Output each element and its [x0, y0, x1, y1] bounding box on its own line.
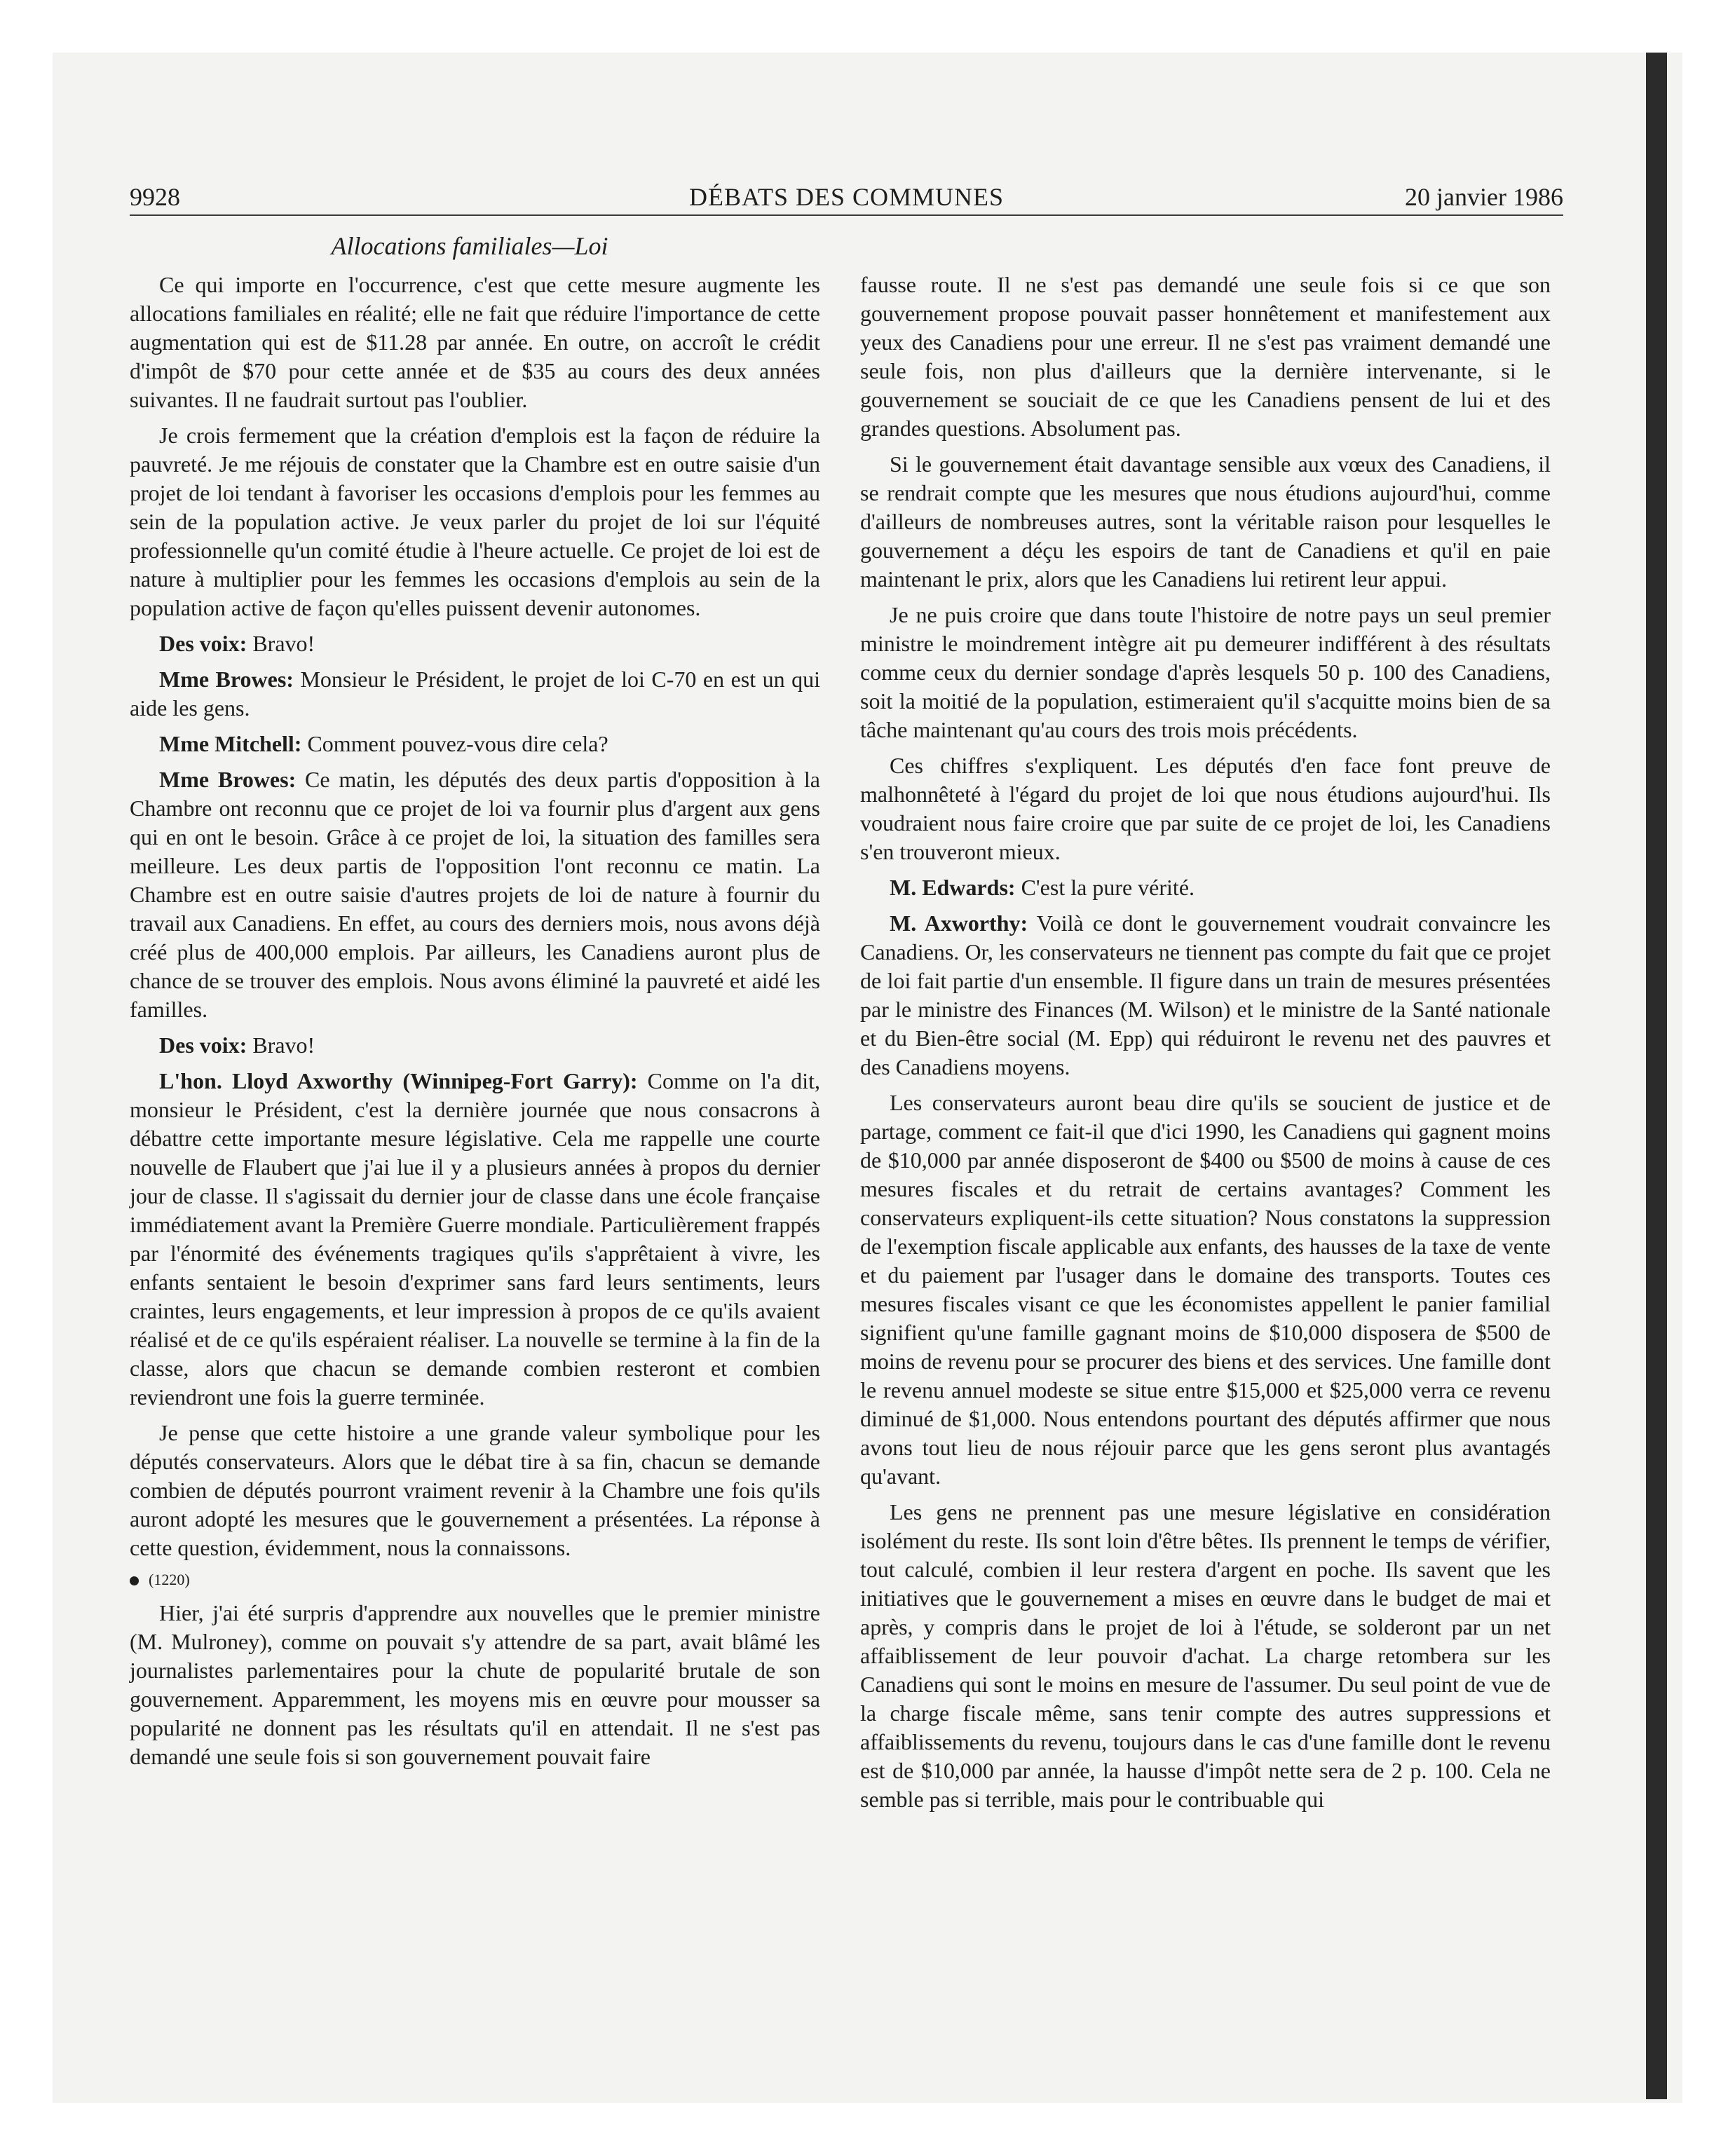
- paragraph: Hier, j'ai été surpris d'apprendre aux nouvelles que le premier ministre (M. Mulroney), comme on pouvait s'y attendre de sa part, avait blâmé les journalistes parlementaires pour la chute de popularité brutale de son gouvernement. Apparemment, les moyens mis en œuvre pour mousser sa popularité ne donnent pas les résultats qu'il en attendait. Il ne s'est pas demandé une seule fois si son gouvernement pouvait faire: [130, 1600, 820, 1769]
- speech: [130, 1067, 820, 1412]
- section-title: Allocations familiales—Loi: [331, 232, 608, 260]
- speech-text: C'est la pure vérité.: [1015, 875, 1195, 900]
- left-column: [130, 271, 820, 1778]
- speech-text: Bravo!: [247, 631, 315, 656]
- speech-text: Comme on l'a dit, monsieur le Président, c'est la dernière journée que nous consacrons à débattre cette importante mesure législative. Cela me rappelle une courte nouvelle de Flaubert que j'ai lue il y a plusieurs années à propos du dernier jour de classe. Il s'agissait du dernier jour de classe dans une école française immédiatement avant la Première Guerre mondiale. Particulièrement frappés par l'énormité des événements tragiques qu'ils s'apprêtaient à vivre, les enfants sentaient le besoin d'exprimer sans fard leurs sentiments, leurs craintes, leurs engagements, et leur impression à propos de ce qu'ils avaient réalisé et de ce qu'ils espéraient réaliser. La nouvelle se termine à la fin de la classe, alors que chacun se demande combien resteront et combien reviendront une fois la guerre terminée.: [130, 1068, 820, 1410]
- time-marker-text: (1220): [149, 1571, 190, 1588]
- speech-text: Comment pouvez-vous dire cela?: [301, 731, 608, 756]
- paragraph: fausse route. Il ne s'est pas demandé une seule fois si ce que son gouvernement propose pouvait passer honnêtement et manifestement aux yeux des Canadiens pour une erreur. Il ne s'est pas vraiment demandé une seule fois, non plus d'ailleurs que la dernière intervenante, si le gouvernement se souciait de ce que les Canadiens pensent de lui et des grandes questions. Absolument pas.: [860, 272, 1551, 441]
- speech: [130, 665, 820, 723]
- paragraph: Ce qui importe en l'occurrence, c'est que cette mesure augmente les allocations familiales en réalité; elle ne fait que réduire l'importance de cette augmentation qui est de $11.28 par année. En outre, on accroît le crédit d'impôt de $70 pour cette année et de $35 au cours des deux années suivantes. Il ne faudrait surtout pas l'oublier.: [130, 272, 820, 412]
- speaker-name: M. Axworthy:: [890, 910, 1028, 936]
- page-header: [130, 179, 1563, 216]
- speech: [860, 873, 1551, 902]
- time-marker: [130, 1569, 820, 1590]
- speaker-name: Des voix:: [159, 631, 247, 656]
- speaker-name: L'hon. Lloyd Axworthy (Winnipeg-Fort Garry):: [159, 1068, 638, 1093]
- speaker-name: Mme Mitchell:: [159, 731, 302, 756]
- publication-title: DÉBATS DES COMMUNES: [688, 183, 1005, 211]
- speech-text: Voilà ce dont le gouvernement voudrait convaincre les Canadiens. Or, les conservateurs ne tiennent pas compte du fait que ce projet de loi fait partie d'un ensemble. Il figure dans un train de mesures présentées par le ministre des Finances (M. Wilson) et le ministre de la Santé nationale et du Bien-être social (M. Epp) qui réduiront le revenu net des pauvres et des Canadiens moyens.: [860, 910, 1551, 1079]
- speech-text: Bravo!: [247, 1032, 315, 1058]
- speech-text: Monsieur le Président, le projet de loi C-70 en est un qui aide les gens.: [130, 667, 821, 721]
- speech-text: Ce matin, les députés des deux partis d'opposition à la Chambre ont reconnu que ce projet de loi va fournir plus d'argent aux gens qui en ont le besoin. Grâce à ce projet de loi, la situation des familles sera meilleure. Les deux partis de l'opposition l'ont reconnu ce matin. La Chambre est en outre saisie d'autres projets de loi de nature à fournir du travail aux Canadiens. En effet, au cours des derniers mois, nous avons déjà créé plus de 400,000 emplois. Par ailleurs, les Canadiens auront plus de chance de se trouver des emplois. Nous avons éliminé la pauvreté et aidé les familles.: [130, 767, 821, 1022]
- paragraph: Les conservateurs auront beau dire qu'ils se soucient de justice et de partage, comment ce fait-il que d'ici 1990, les Canadiens qui gagnent moins de $10,000 par année disposeront de $400 ou $500 de moins à cause de ces mesures fiscales et du retrait de certains avantages? Comment les conservateurs expliquent-ils cette situation? Nous constatons la suppression de l'exemption fiscale applicable aux enfants, des hausses de la taxe de vente et du paiement par l'usager dans le domaine des transports. Toutes ces mesures fiscales visant ce que les économistes appellent le panier familial signifient qu'une famille gagnant moins de $10,000 disposera de $500 de moins de revenu pour se procurer des biens et des services. Une famille dont le revenu annuel modeste se situe entre $15,000 et $25,000 verra ce revenu diminué de $1,000. Nous entendons pourtant des députés affirmer que nous avons tout lieu de nous réjouir parce que les gens seront plus avantagés qu'avant.: [860, 1090, 1551, 1489]
- paragraph: Si le gouvernement était davantage sensible aux vœux des Canadiens, il se rendrait compte que les mesures que nous étudions aujourd'hui, comme d'ailleurs de nombreuses autres, sont la véritable raison pour lesquelles le gouvernement a déçu les espoirs de tant de Canadiens et qu'il en paie maintenant le prix, alors que les Canadiens lui retirent leur appui.: [860, 451, 1551, 592]
- speech: [860, 909, 1551, 1082]
- paragraph: Je crois fermement que la création d'emplois est la façon de réduire la pauvreté. Je me réjouis de constater que la Chambre est en outre saisie d'un projet de loi tendant à favoriser les occasions d'emplois pour les femmes au sein de la population active. Je veux parler du projet de loi sur l'équité professionnelle qu'un comité étudie à l'heure actuelle. Ce projet de loi est de nature à multiplier pour les femmes les occasions d'emplois au sein de la population active de façon qu'elles puissent devenir autonomes.: [130, 423, 820, 620]
- page-number: 9928: [130, 183, 180, 211]
- speaker-name: Mme Browes:: [159, 667, 294, 692]
- scan-edge-bar: [1646, 53, 1667, 2099]
- speech: [130, 765, 820, 1024]
- right-column: [860, 271, 1551, 1821]
- speaker-name: M. Edwards:: [890, 875, 1016, 900]
- bullet-icon: [130, 1576, 139, 1585]
- paragraph: Je ne puis croire que dans toute l'histoire de notre pays un seul premier ministre le moindrement intègre ait pu demeurer indifférent à des résultats comme ceux du dernier sondage d'après lesquels 50 p. 100 des Canadiens, soit la moitié de la population, estimeraient qu'il s'acquitte moins bien de sa tâche maintenant qu'au cours des trois mois précédents.: [860, 602, 1551, 742]
- speech: [130, 730, 820, 758]
- speech: [130, 629, 820, 658]
- speaker-name: Des voix:: [159, 1032, 247, 1058]
- page-date: 20 janvier 1986: [1405, 183, 1563, 211]
- paragraph: Les gens ne prennent pas une mesure législative en considération isolément du reste. Ils sont loin d'être bêtes. Ils prennent le temps de vérifier, tout calculé, combien il leur restera d'argent en poche. Ils savent que les initiatives que le gouvernement a mises en œuvre dans le budget de mai et après, y compris dans le projet de loi à l'étude, se solderont par un net affaiblissement de leur pouvoir d'achat. La charge retombera sur les Canadiens qui sont le moins en mesure de l'assumer. Du seul point de vue de la charge fiscale même, sans tenir compte des autres suppressions et affaiblissements du revenu, toujours dans le cas d'une famille dont le revenu est de $10,000 par année, la hausse d'impôt nette sera de 2 p. 100. Cela ne semble pas si terrible, mais pour le contribuable qui: [860, 1499, 1551, 1812]
- speaker-name: Mme Browes:: [159, 767, 297, 792]
- paragraph: Je pense que cette histoire a une grande valeur symbolique pour les députés conservateurs. Alors que le débat tire à sa fin, chacun se demande combien de députés pourront vraiment revenir à la Chambre une fois qu'ils auront adopté les mesures que le gouvernement a présentées. La réponse à cette question, évidemment, nous la connaissons.: [130, 1420, 820, 1560]
- speech: [130, 1031, 820, 1060]
- paragraph: Ces chiffres s'expliquent. Les députés d'en face font preuve de malhonnêteté à l'égard du projet de loi que nous étudions aujourd'hui. Ils voudraient nous faire croire que par suite de ce projet de loi, les Canadiens s'en trouveront mieux.: [860, 753, 1551, 864]
